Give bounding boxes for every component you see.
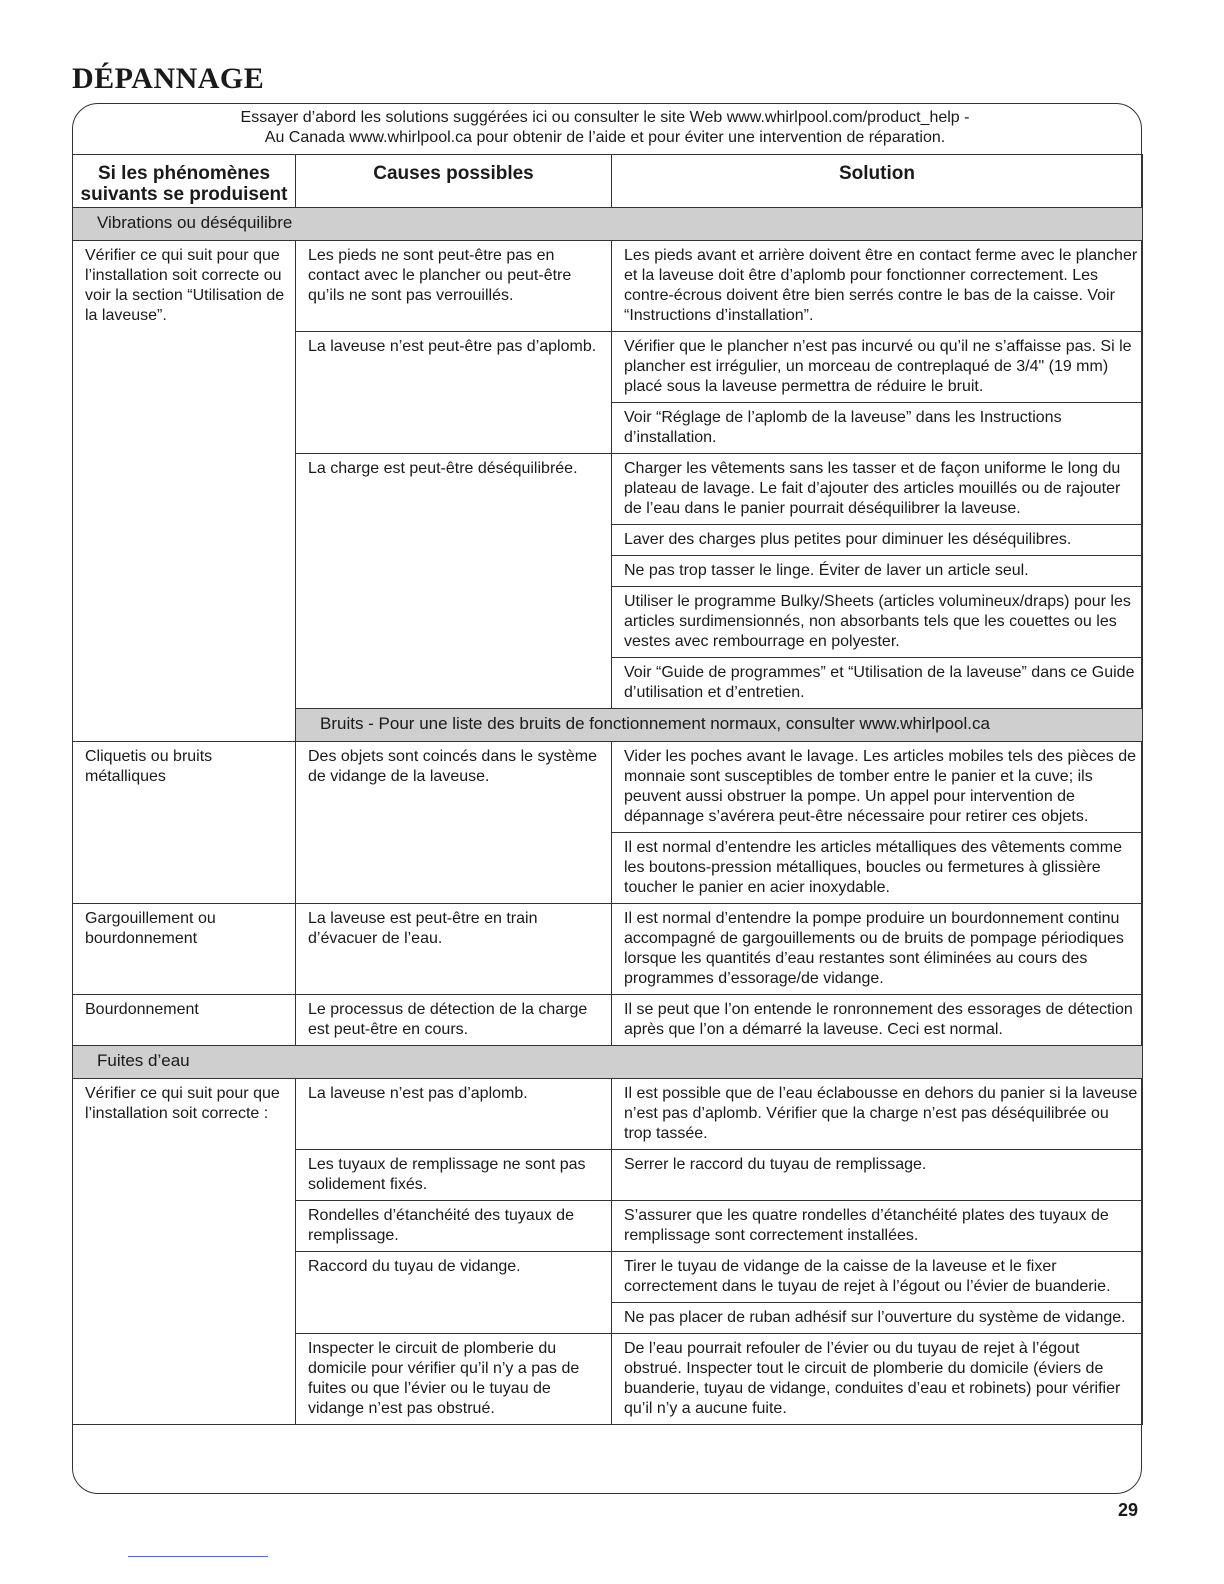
section-header-fuites: Fuites d’eau — [73, 1046, 1143, 1079]
header-symptom: Si les phénomènes suivants se produisent — [73, 155, 296, 208]
solution-cell: De l’eau pourrait refouler de l’évier ou du tuyau de rejet à l’égout obstrué. Inspecter tout le circuit de plomberie du domicile (éviers de buanderie, tuyau de vidange, conduites d’eau et robinets) pour vérifier qu’il n’y a aucune fuite. — [612, 1334, 1143, 1425]
symptom-cell: Cliquetis ou bruits métalliques — [73, 742, 296, 904]
solution-cell: Il se peut que l’on entende le ronronnement des essorages de détection après que l’on a démarré la laveuse. Ceci est normal. — [612, 995, 1143, 1046]
solution-cell: Voir “Réglage de l’aplomb de la laveuse” dans les Instructions d’installation. — [612, 403, 1143, 454]
footer-divider — [128, 1556, 268, 1557]
intro-line: Essayer d’abord les solutions suggérées ici ou consulter le site Web www.whirlpool.com/product_help - — [240, 109, 970, 126]
cause-cell: La laveuse n’est peut-être pas d’aplomb. — [296, 332, 612, 454]
cause-cell: La laveuse n’est pas d’aplomb. — [296, 1079, 612, 1150]
solution-cell: Vider les poches avant le lavage. Les articles mobiles tels des pièces de monnaie sont susceptibles de tomber entre le panier et la cuve; ils peuvent aussi obstruer la pompe. Un appel pour intervention de dépannage s’avérera peut-être nécessaire pour retirer ces objets. — [612, 742, 1143, 833]
header-causes: Causes possibles — [296, 155, 612, 208]
solution-cell: Charger les vêtements sans les tasser et de façon uniforme le long du plateau de lavage. Le fait d’ajouter des articles mouillés ou de rajouter de l’eau dans le panier pourrait déséquilibrer la laveuse. — [612, 454, 1143, 525]
section-header-vibrations: Vibrations ou déséquilibre — [73, 208, 1143, 241]
solution-cell: S’assurer que les quatre rondelles d’étanchéité plates des tuyaux de remplissage sont correctement installées. — [612, 1201, 1143, 1252]
intro-text — [90, 108, 1120, 148]
cause-cell: La charge est peut-être déséquilibrée. — [296, 454, 612, 709]
solution-cell: Vérifier que le plancher n’est pas incurvé ou qu’il ne s’affaisse pas. Si le plancher est irrégulier, un morceau de contreplaqué de 3/4" (19 mm) placé sous la laveuse permettra de réduire le bruit. — [612, 332, 1143, 403]
page-title: DÉPANNAGE — [72, 62, 265, 95]
section-header-bruits: Bruits - Pour une liste des bruits de fonctionnement normaux, consulter www.whirlpool.ca — [296, 709, 1143, 742]
cause-cell: Des objets sont coincés dans le système de vidange de la laveuse. — [296, 742, 612, 904]
solution-cell: Il est possible que de l’eau éclabousse en dehors du panier si la laveuse n’est pas d’aplomb. Vérifier que la charge n’est pas déséquilibrée ou trop tassée. — [612, 1079, 1143, 1150]
solution-cell: Tirer le tuyau de vidange de la caisse de la laveuse et le fixer correctement dans le tuyau de rejet à l’égout ou l’évier de buanderie. — [612, 1252, 1143, 1303]
solution-cell: Ne pas trop tasser le linge. Éviter de laver un article seul. — [612, 556, 1143, 587]
symptom-cell: Bourdonnement — [73, 995, 296, 1046]
cause-cell: Rondelles d’étanchéité des tuyaux de remplissage. — [296, 1201, 612, 1252]
intro-line: Au Canada www.whirlpool.ca pour obtenir de l’aide et pour éviter une intervention de réparation. — [264, 129, 946, 146]
cause-cell: Les pieds ne sont peut-être pas en contact avec le plancher ou peut-être qu’ils ne sont pas verrouillés. — [296, 241, 612, 332]
solution-cell: Les pieds avant et arrière doivent être en contact ferme avec le plancher et la laveuse doit être d’aplomb pour fonctionner correctement. Les contre-écrous doivent être bien serrés contre le bas de la caisse. Voir “Instructions d’installation”. — [612, 241, 1143, 332]
symptom-cell: Vérifier ce qui suit pour que l’installation soit correcte ou voir la section “Utilisation de la laveuse”. — [73, 241, 296, 742]
solution-cell: Il est normal d’entendre les articles métalliques des vêtements comme les boutons-pression métalliques, boucles ou fermetures à glissière toucher le panier en acier inoxydable. — [612, 833, 1143, 904]
solution-cell: Utiliser le programme Bulky/Sheets (articles volumineux/draps) pour les articles surdimensionnés, non absorbants tels que les couettes ou les vestes avec rembourrage en polyester. — [612, 587, 1143, 658]
solution-cell: Serrer le raccord du tuyau de remplissage. — [612, 1150, 1143, 1201]
header-row — [73, 155, 1143, 208]
cause-cell: Le processus de détection de la charge est peut-être en cours. — [296, 995, 612, 1046]
symptom-cell: Gargouillement ou bourdonnement — [73, 904, 296, 995]
cause-cell: Raccord du tuyau de vidange. — [296, 1252, 612, 1334]
symptom-cell: Vérifier ce qui suit pour que l’installation soit correcte : — [73, 1079, 296, 1425]
cause-cell: Les tuyaux de remplissage ne sont pas solidement fixés. — [296, 1150, 612, 1201]
solution-cell: Laver des charges plus petites pour diminuer les déséquilibres. — [612, 525, 1143, 556]
cause-cell: La laveuse est peut-être en train d’évacuer de l’eau. — [296, 904, 612, 995]
cause-cell: Inspecter le circuit de plomberie du domicile pour vérifier qu’il n’y a pas de fuites ou que l’évier ou le tuyau de vidange n’est pas obstrué. — [296, 1334, 612, 1425]
troubleshooting-table — [72, 154, 1143, 1425]
header-solution: Solution — [612, 155, 1143, 208]
solution-cell: Voir “Guide de programmes” et “Utilisation de la laveuse” dans ce Guide d’utilisation et d’entretien. — [612, 658, 1143, 709]
page-number: 29 — [1118, 1500, 1139, 1520]
solution-cell: Ne pas placer de ruban adhésif sur l’ouverture du système de vidange. — [612, 1303, 1143, 1334]
solution-cell: Il est normal d’entendre la pompe produire un bourdonnement continu accompagné de gargouillements ou de bruits de pompage périodiques lorsque les quantités d’eau restantes sont éliminées au cours des programmes d’essorage/de vidange. — [612, 904, 1143, 995]
